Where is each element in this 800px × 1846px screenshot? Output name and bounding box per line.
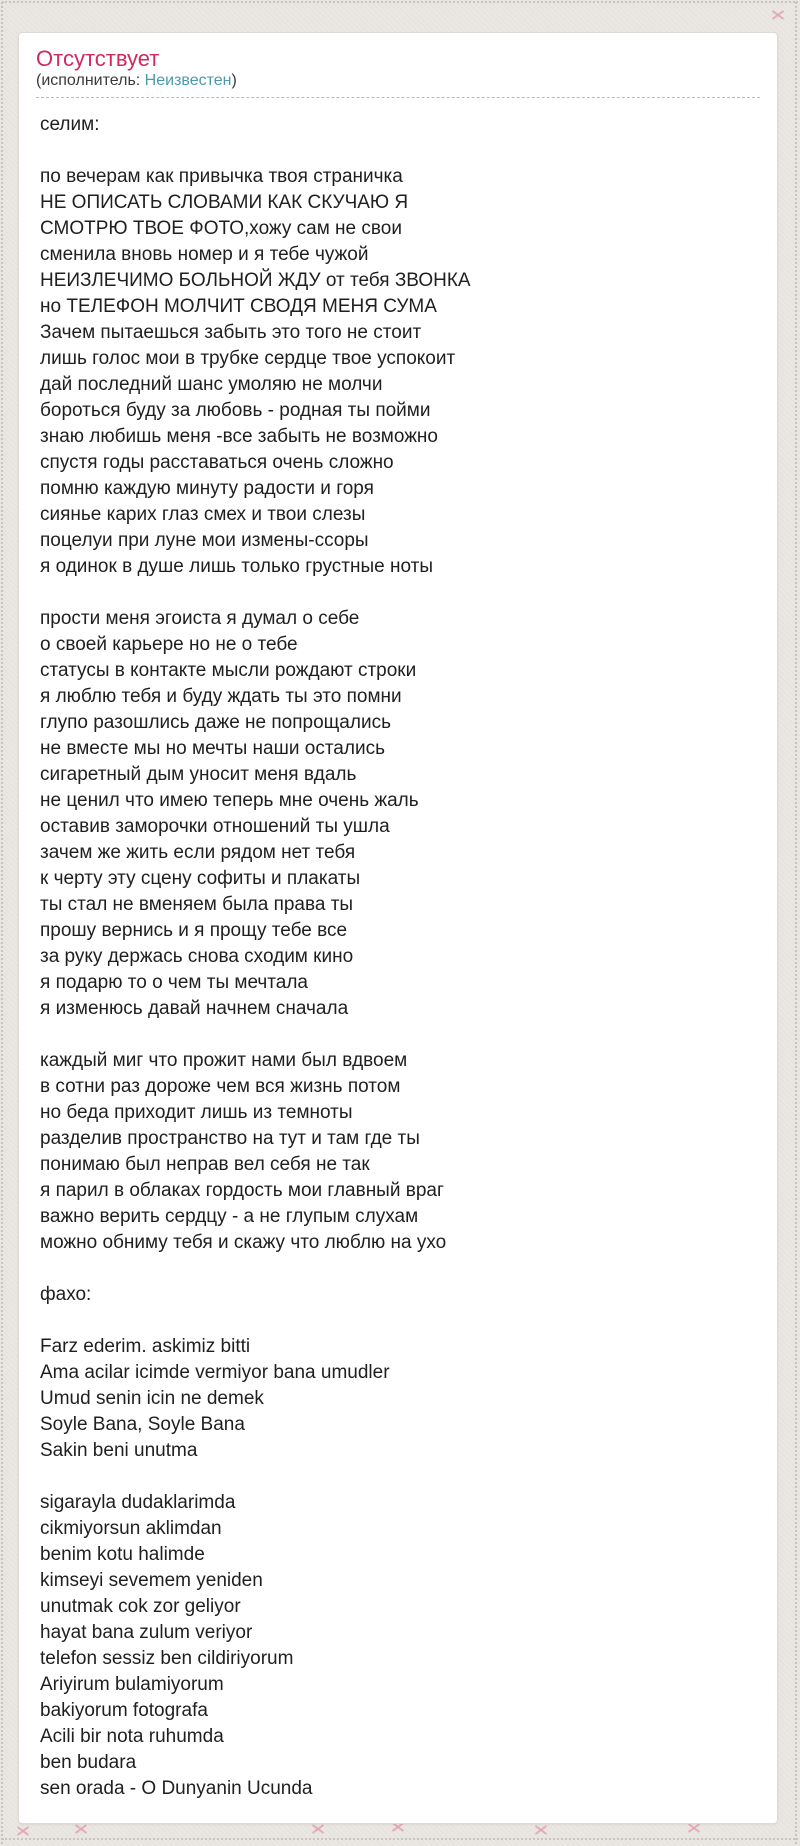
lyric-line: Umud senin icin ne demek bbox=[40, 1388, 264, 1409]
lyric-line: я одинок в душе лишь только грустные ноты bbox=[40, 556, 433, 577]
lyric-line: НЕИЗЛЕЧИМО БОЛЬНОЙ ЖДУ от тебя ЗВОНКА bbox=[40, 270, 471, 291]
cross-stitch-icon bbox=[772, 9, 784, 21]
lyric-line: о своей карьере но не о тебе bbox=[40, 634, 298, 655]
lyric-line: поцелуи при луне мои измены-ссоры bbox=[40, 530, 369, 551]
background-dotted-line-top bbox=[2, 1, 798, 3]
cross-stitch-icon bbox=[75, 1823, 87, 1835]
lyric-line: важно верить сердцу - а не глупым слухам bbox=[40, 1206, 419, 1227]
lyric-line: зачем же жить если рядом нет тебя bbox=[40, 842, 356, 863]
artist-line bbox=[36, 71, 760, 98]
background-dotted-line-bottom bbox=[2, 1838, 798, 1840]
lyric-line: разделив пространство на тут и там где ты bbox=[40, 1128, 420, 1149]
lyric-line: по вечерам как привычка твоя страничка bbox=[40, 166, 403, 187]
lyric-line: понимаю был неправ вел себя не так bbox=[40, 1154, 370, 1175]
lyric-line: Soyle Bana, Soyle Bana bbox=[40, 1414, 245, 1435]
lyric-line: Ama acilar icimde vermiyor bana umudler bbox=[40, 1362, 390, 1383]
cross-stitch-icon bbox=[535, 1824, 547, 1836]
stanza bbox=[40, 606, 760, 1022]
lyric-line: Зачем пытаешься забыть это того не стоит bbox=[40, 322, 422, 343]
lyric-line: не вместе мы но мечты наши остались bbox=[40, 738, 385, 759]
lyric-line: помню каждую минуту радости и горя bbox=[40, 478, 374, 499]
lyric-line: bakiyorum fotografa bbox=[40, 1700, 208, 1721]
artist-label-prefix: (исполнитель: bbox=[36, 72, 145, 89]
lyric-line: статусы в контакте мысли рождают строки bbox=[40, 660, 417, 681]
background-dotted-line-right bbox=[795, 2, 797, 1844]
lyric-line: sigarayla dudaklarimda bbox=[40, 1492, 236, 1513]
stanza bbox=[40, 1282, 760, 1308]
song-title: Отсутствует bbox=[36, 46, 160, 71]
lyric-line: сиянье карих глаз смех и твои слезы bbox=[40, 504, 366, 525]
stanza bbox=[40, 1334, 760, 1464]
lyric-line: Farz ederim. askimiz bitti bbox=[40, 1336, 251, 1357]
lyric-line: оставив заморочки отношений ты ушла bbox=[40, 816, 390, 837]
lyric-line: Ariyirum bulamiyorum bbox=[40, 1674, 224, 1695]
background-dotted-line-left bbox=[1, 2, 3, 1844]
lyric-line: знаю любишь меня -все забыть не возможно bbox=[40, 426, 438, 447]
lyric-line: я парил в облаках гордость мои главный враг bbox=[40, 1180, 444, 1201]
lyric-line: hayat bana zulum veriyor bbox=[40, 1622, 253, 1643]
lyric-line: фахо: bbox=[40, 1284, 92, 1305]
lyric-line: не ценил что имею теперь мне очень жаль bbox=[40, 790, 419, 811]
lyric-line: дай последний шанс умоляю не молчи bbox=[40, 374, 383, 395]
lyric-line: Sakin beni unutma bbox=[40, 1440, 198, 1461]
lyrics-text bbox=[36, 112, 760, 1802]
cross-stitch-icon bbox=[17, 1825, 29, 1837]
lyric-line: в сотни раз дороже чем вся жизнь потом bbox=[40, 1076, 401, 1097]
lyric-line: ben budara bbox=[40, 1752, 137, 1773]
lyric-line: селим: bbox=[40, 114, 100, 135]
lyric-line: unutmak cok zor geliyor bbox=[40, 1596, 241, 1617]
lyric-line: глупо разошлись даже не попрощались bbox=[40, 712, 391, 733]
lyric-line: benim kotu halimde bbox=[40, 1544, 205, 1565]
lyric-line: сменила вновь номер и я тебе чужой bbox=[40, 244, 369, 265]
lyric-line: каждый миг что прожит нами был вдвоем bbox=[40, 1050, 408, 1071]
stanza bbox=[40, 164, 760, 580]
stanza bbox=[40, 1490, 760, 1802]
lyric-line: можно обниму тебя и скажу что люблю на ухо bbox=[40, 1232, 447, 1253]
lyric-line: Acili bir nota ruhumda bbox=[40, 1726, 224, 1747]
lyric-line: лишь голос мои в трубке сердце твое успокоит bbox=[40, 348, 456, 369]
lyric-line: к черту эту сцену софиты и плакаты bbox=[40, 868, 361, 889]
lyric-line: спустя годы расставаться очень сложно bbox=[40, 452, 394, 473]
lyric-line: но ТЕЛЕФОН МОЛЧИТ СВОДЯ МЕНЯ СУМА bbox=[40, 296, 437, 317]
artist-label-suffix: ) bbox=[231, 72, 237, 89]
lyric-line: я изменюсь давай начнем сначала bbox=[40, 998, 349, 1019]
artist-link[interactable]: Неизвестен bbox=[144, 72, 232, 89]
content-card bbox=[18, 32, 778, 1824]
lyric-line: сигаретный дым уносит меня вдаль bbox=[40, 764, 357, 785]
lyric-line: но беда приходит лишь из темноты bbox=[40, 1102, 353, 1123]
lyric-line: за руку держась снова сходим кино bbox=[40, 946, 354, 967]
lyric-line: бороться буду за любовь - родная ты пойми bbox=[40, 400, 431, 421]
stanza bbox=[40, 1048, 760, 1256]
stanza bbox=[40, 112, 760, 138]
lyric-line: прошу вернись и я прощу тебе все bbox=[40, 920, 348, 941]
lyric-line: kimseyi sevemem yeniden bbox=[40, 1570, 263, 1591]
lyric-line: прости меня эгоиста я думал о себе bbox=[40, 608, 360, 629]
lyric-line: ты стал не вменяем была права ты bbox=[40, 894, 354, 915]
lyric-line: я люблю тебя и буду ждать ты это помни bbox=[40, 686, 402, 707]
lyric-line: cikmiyorsun aklimdan bbox=[40, 1518, 222, 1539]
lyric-line: sen orada - O Dunyanin Ucunda bbox=[40, 1778, 313, 1799]
cross-stitch-icon bbox=[312, 1823, 324, 1835]
lyric-line: я подарю то о чем ты мечтала bbox=[40, 972, 308, 993]
lyric-line: telefon sessiz ben cildiriyorum bbox=[40, 1648, 294, 1669]
lyric-line: СМОТРЮ ТВОЕ ФОТО,хожу сам не свои bbox=[40, 218, 402, 239]
lyric-line: НЕ ОПИСАТЬ СЛОВАМИ КАК СКУЧАЮ Я bbox=[40, 192, 409, 213]
